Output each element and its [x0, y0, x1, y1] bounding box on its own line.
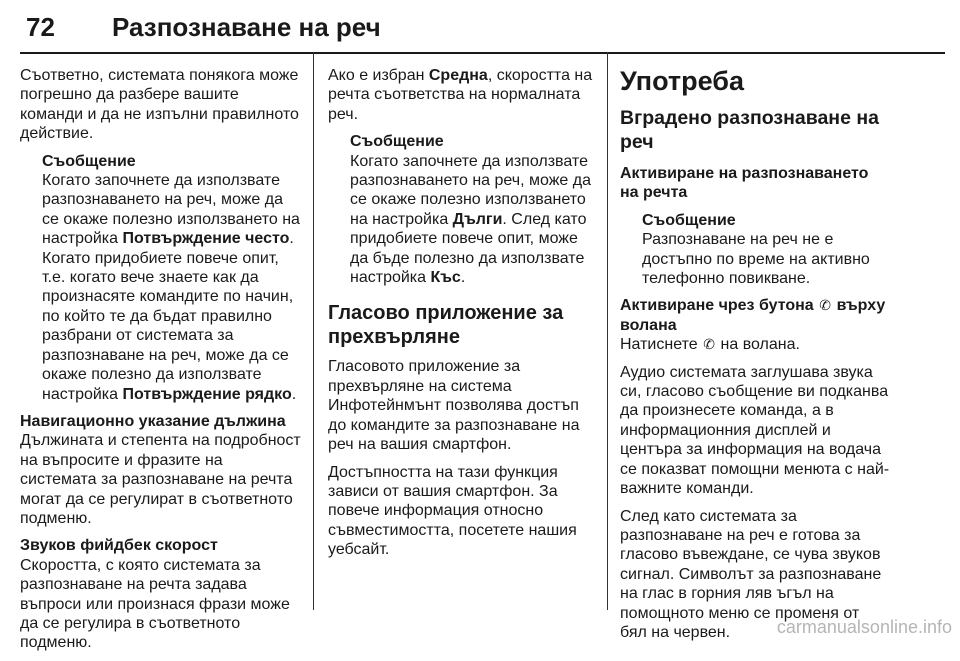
note-text: .: [291, 385, 297, 403]
section-heading-voice-passthrough: Гласово приложение за прехвърляне: [328, 302, 564, 349]
text: Натиснете: [620, 336, 703, 354]
note-box: [20, 152, 302, 404]
voice-command-icon: ✆: [703, 336, 715, 353]
watermark: carmanualsonline.info: [776, 617, 952, 637]
text: Активиране чрез бутона: [620, 297, 819, 315]
note-title: Съобщение: [642, 211, 736, 229]
note-title: Съобщение: [42, 152, 136, 170]
subheading-button-activation: [620, 297, 885, 333]
page-title: Разпознаване на реч: [112, 12, 381, 42]
note-box: [328, 132, 596, 287]
column-3: [620, 66, 890, 650]
ready-signal-paragraph: След като системата за разпознаване на реч е готова за гласово въвеждане, се чува звуков сигнал. Символът за разпознаване на глас в горния ляв ъгъл на помощното меню се променя от бял на червен.: [620, 507, 882, 641]
note-box: [620, 211, 890, 289]
note-text: . След като придобиете повече опит, може да бъде полезно да използвате настройка: [350, 210, 587, 287]
note-text: Когато започнете да използвате разпознаването на реч, може да се окаже полезно използването на настройка: [42, 172, 300, 248]
voice-command-icon: ✆: [819, 297, 831, 314]
note-text: Когато започнете да използвате разпознаването на реч, може да се окаже полезно използването на настройка: [350, 152, 591, 228]
note-setting-name: Дълги: [452, 210, 503, 228]
note-setting-name: Къс: [430, 269, 461, 287]
text: върху волана: [620, 297, 886, 334]
column-divider-2: [607, 52, 608, 610]
header-rule: [20, 52, 945, 54]
page-number: 72: [26, 12, 55, 42]
audio-mute-paragraph: Аудио системата заглушава звука си, гласово съобщение ви подканва да произнесете команда, а в информационния дисплей и центъра за информация на водача се показват помощни менюта с най-важните команди.: [620, 363, 890, 498]
setting-name: Средна: [428, 67, 488, 84]
column-1: [20, 66, 302, 661]
subheading-feedback-speed: Звуков фийдбек скорост: [20, 537, 218, 555]
heading-activation: Активиране на разпознаването на речта: [620, 165, 869, 202]
column-divider-1: [313, 52, 314, 610]
note-text: Разпознаване на реч не е достъпно по време на активно телефонно повикване.: [642, 231, 870, 288]
passthrough-paragraph: Гласовото приложение за прехвърляне на система Инфотейнмънт позволява достъп до командите за разпознаване на реч на вашия смартфон.: [328, 358, 580, 454]
note-text: . Когато придобиете повече опит, т.е. когато вече знаете как да произнасяте командите по начин, по който те да бъдат правилно разбрани от системата за разпознаване на реч, може да се окаже полезно да използвате настройка: [42, 230, 294, 403]
note-text: .: [460, 269, 466, 287]
note-setting-name: Потвърждение често: [122, 230, 290, 248]
text: на волана.: [716, 336, 800, 354]
intro-paragraph: Съответно, системата понякога може погрешно да разбере вашите команди и да не изпълни правилното действие.: [20, 67, 299, 143]
column-2: [328, 66, 596, 568]
availability-paragraph: Достъпността на тази функция зависи от вашия смартфон. За повече информация относно съвместимостта, посетете нашия уебсайт.: [328, 463, 577, 559]
note-setting-name: Потвърждение рядко: [122, 385, 292, 403]
nav-length-text: Дължината и степента на подробност на въпросите и фразите на системата за разпознаване на речта могат да се регулират в съответното подменю.: [20, 432, 301, 527]
heading-usage: Употреба: [620, 66, 744, 96]
note-title: Съобщение: [350, 133, 444, 151]
text: , скоростта на речта съответства на нормалната реч.: [328, 67, 593, 123]
heading-embedded-recognition: Вградено разпознаване на реч: [620, 107, 879, 153]
feedback-speed-text: Скоростта, с която системата за разпознаване на речта задава въпроси или произнася фрази може да се регулира в съответното подменю.: [20, 556, 290, 652]
text: Ако е избран: [328, 67, 429, 84]
page-header: [20, 6, 940, 52]
subheading-nav-length: Навигационно указание дължина: [20, 412, 286, 430]
speed-medium-paragraph: [328, 66, 596, 124]
